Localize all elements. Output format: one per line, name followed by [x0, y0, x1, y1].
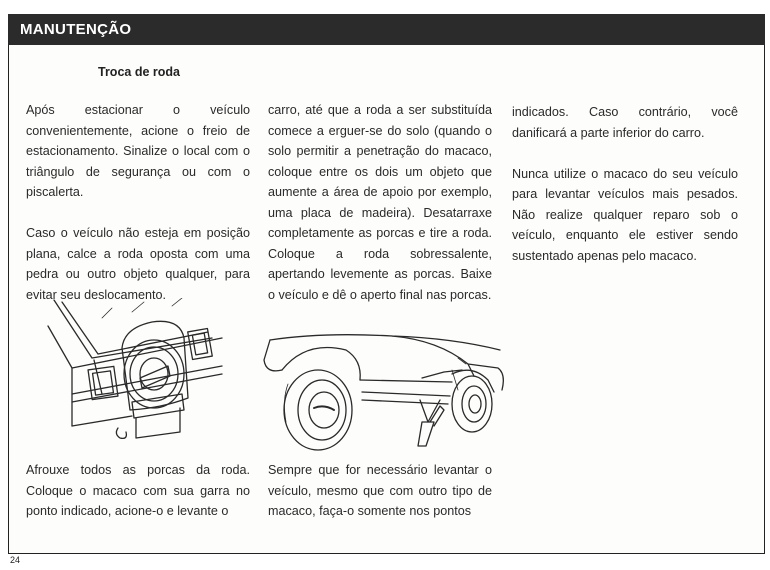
- col1-paragraph-2: Caso o veículo não esteja em posição plana, calce a roda oposta com uma pedra ou outro objeto qualquer, para evitar seu deslocamento.: [26, 226, 250, 302]
- col2-paragraph-1: carro, até que a roda a ser substituída comece a erguer-se do solo (quando o solo permitir a penetração do macaco, coloque entre os dois um objeto que aumente a área de apoio por exemplo, uma placa de madeira). Desatarraxe completamente as porcas e tire a roda. Coloque a roda sobressalente, apertando levemente as porcas. Baixe o veículo e dê o aperto final nas porcas.: [268, 103, 492, 302]
- column-1: [26, 100, 250, 305]
- bottom-left-text: Afrouxe todos as porcas da roda. Coloque o macaco com sua garra no ponto indicado, acione-o e levante o: [26, 463, 250, 518]
- bottom-middle-text: Sempre que for necessário levantar o veículo, mesmo que com outro tipo de macaco, faça-o somente nos pontos: [268, 463, 492, 518]
- section-title: Troca de roda: [98, 65, 180, 79]
- col3-paragraph-2: Nunca utilize o macaco do seu veículo para levantar veículos mais pesados. Não realize qualquer reparo sob o veículo, enquanto ele estiver sendo sustentado apenas pelo macaco.: [512, 166, 738, 263]
- spare-wheel-illustration: [32, 298, 232, 446]
- col1-paragraph-1: Após estacionar o veículo convenientemente, acione o freio de estacionamento. Sinalize o local com o triângulo de segurança ou com o piscalerta.: [26, 103, 250, 199]
- column-2: [268, 100, 492, 305]
- page-number: 24: [10, 555, 21, 565]
- car-on-jack-illustration: [262, 330, 512, 455]
- page-header-title: MANUTENÇÃO: [20, 21, 132, 38]
- column-3: [512, 102, 738, 266]
- col3-paragraph-1: indicados. Caso contrário, você danificará a parte inferior do carro.: [512, 105, 738, 140]
